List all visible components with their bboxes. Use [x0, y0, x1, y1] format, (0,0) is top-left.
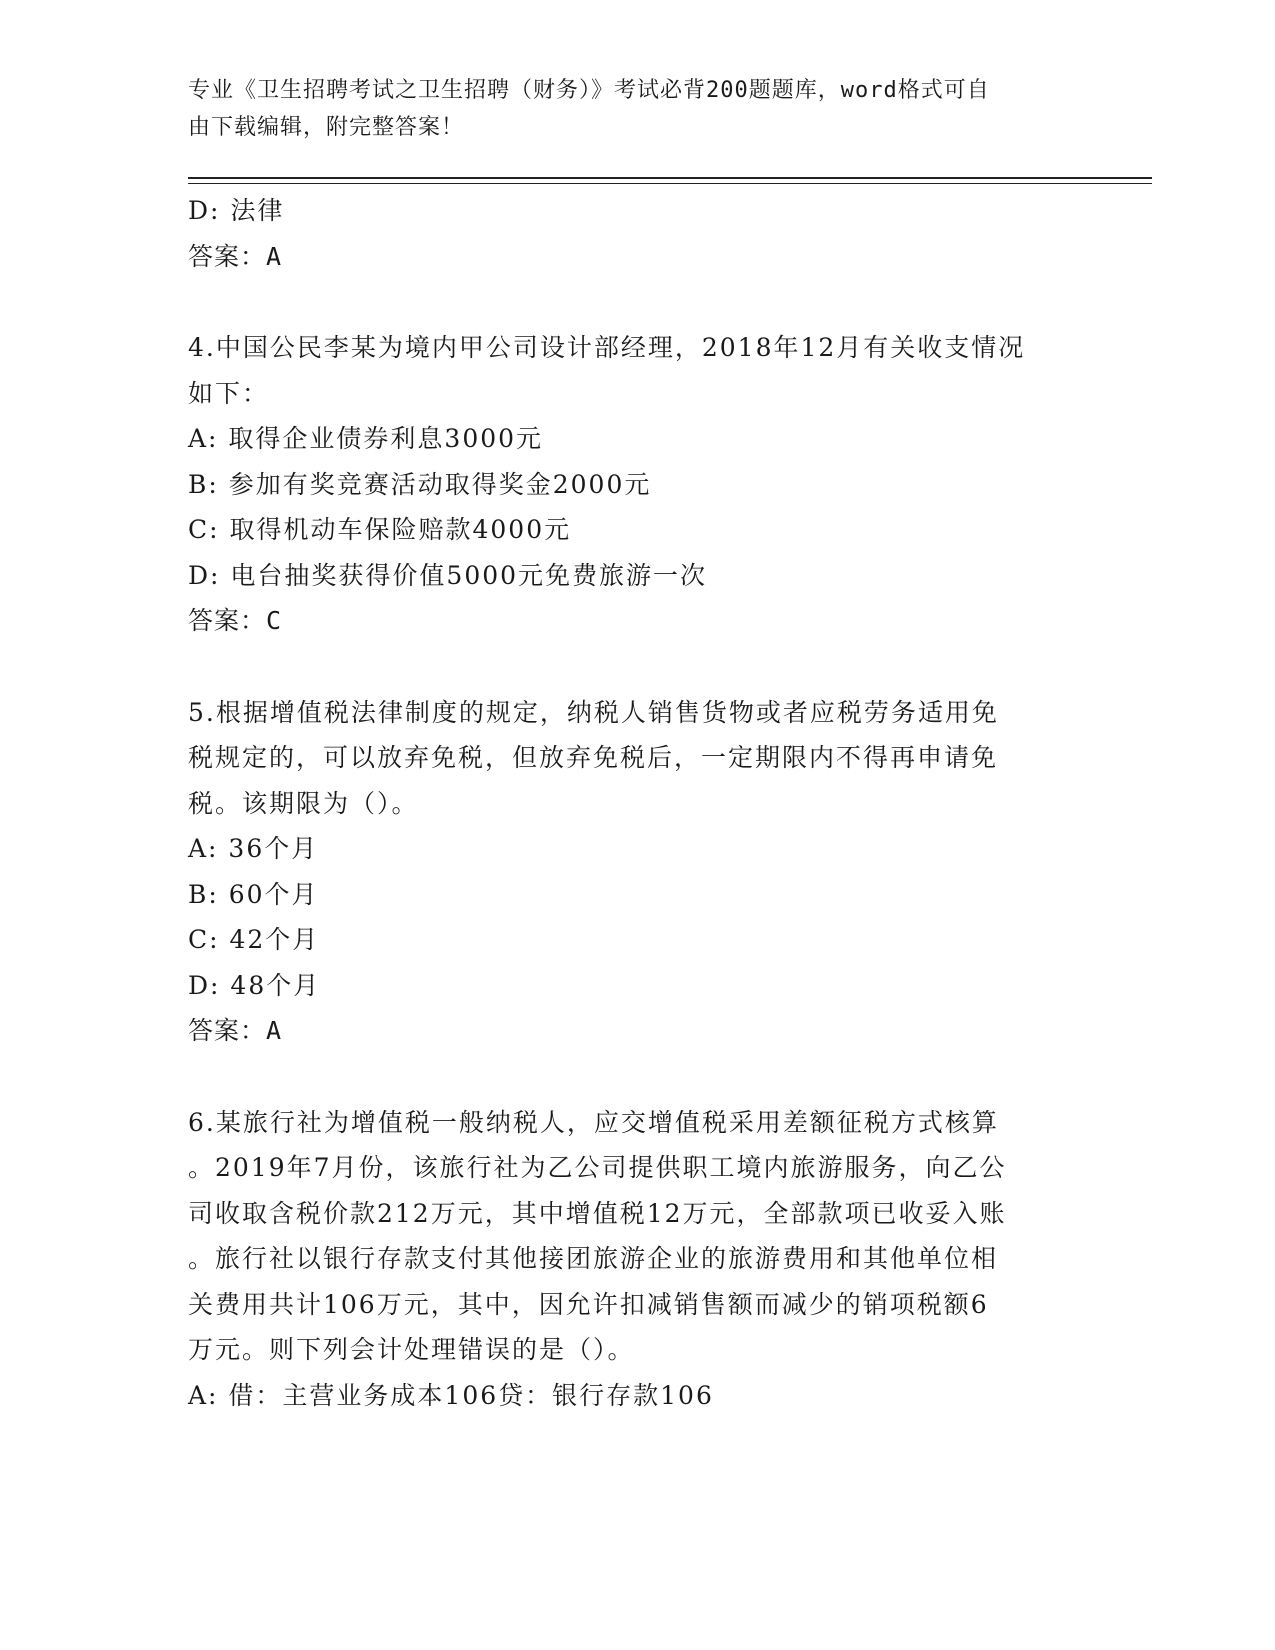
question-6 — [188, 1100, 1078, 1419]
question-stem-line: 税规定的，可以放弃免税，但放弃免税后，一定期限内不得再申请免 — [188, 743, 999, 772]
option-d: D: 电台抽奖获得价值5000元免费旅游一次 — [188, 560, 708, 590]
option-b: B: 60个月 — [188, 879, 319, 909]
question-stem-line: 6.某旅行社为增值税一般纳税人，应交增值税采用差额征税方式核算 — [188, 1107, 999, 1137]
option-a: A: 取得企业债券利息3000元 — [188, 424, 544, 453]
document-header — [188, 72, 1068, 146]
header-divider-thick — [188, 177, 1152, 179]
spacer — [188, 279, 1078, 325]
question-content — [188, 188, 1078, 1418]
header-divider-thin — [188, 183, 1152, 184]
option-a: A: 36个月 — [188, 834, 319, 863]
option-b: B: 参加有奖竞赛活动取得奖金2000元 — [188, 469, 652, 499]
option-c: C: 取得机动车保险赔款4000元 — [188, 515, 572, 544]
question-stem-line: 关费用共计106万元，其中，因允许扣减销售额而减少的销项税额6 — [188, 1289, 989, 1319]
answer: 答案：A — [188, 1016, 283, 1045]
question-stem-line: 税。该期限为（）。 — [188, 788, 419, 818]
option-d: D: 法律 — [188, 196, 285, 225]
option-d: D: 48个月 — [188, 970, 321, 1000]
question-stem-line: 4.中国公民李某为境内甲公司设计部经理，2018年12月有关收支情况 — [188, 333, 1026, 362]
question-4 — [188, 325, 1078, 644]
option-a: A: 借：主营业务成本106贷：银行存款106 — [188, 1380, 714, 1410]
question-stem-line: 。旅行社以银行存款支付其他接团旅游企业的旅游费用和其他单位相 — [188, 1244, 999, 1273]
header-line-1: 专业《卫生招聘考试之卫生招聘（财务）》考试必背200题题库，word格式可自 — [188, 78, 990, 103]
question-stem-line: 。2019年7月份，该旅行社为乙公司提供职工境内旅游服务，向乙公 — [188, 1153, 1007, 1182]
question-stem-line: 司收取含税价款212万元，其中增值税12万元，全部款项已收妥入账 — [188, 1198, 1007, 1228]
question-stem-line: 万元。则下列会计处理错误的是（）。 — [188, 1335, 635, 1364]
question-stem-line: 5.根据增值税法律制度的规定，纳税人销售货物或者应税劳务适用免 — [188, 697, 999, 727]
question-3 — [188, 188, 1078, 279]
question-stem-line: 如下： — [188, 378, 270, 408]
answer: 答案：C — [188, 606, 283, 635]
answer: 答案：A — [188, 241, 283, 271]
question-5 — [188, 690, 1078, 1054]
header-line-2: 由下载编辑，附完整答案！ — [188, 115, 465, 140]
option-c: C: 42个月 — [188, 925, 320, 954]
spacer — [188, 644, 1078, 690]
spacer — [188, 1054, 1078, 1100]
